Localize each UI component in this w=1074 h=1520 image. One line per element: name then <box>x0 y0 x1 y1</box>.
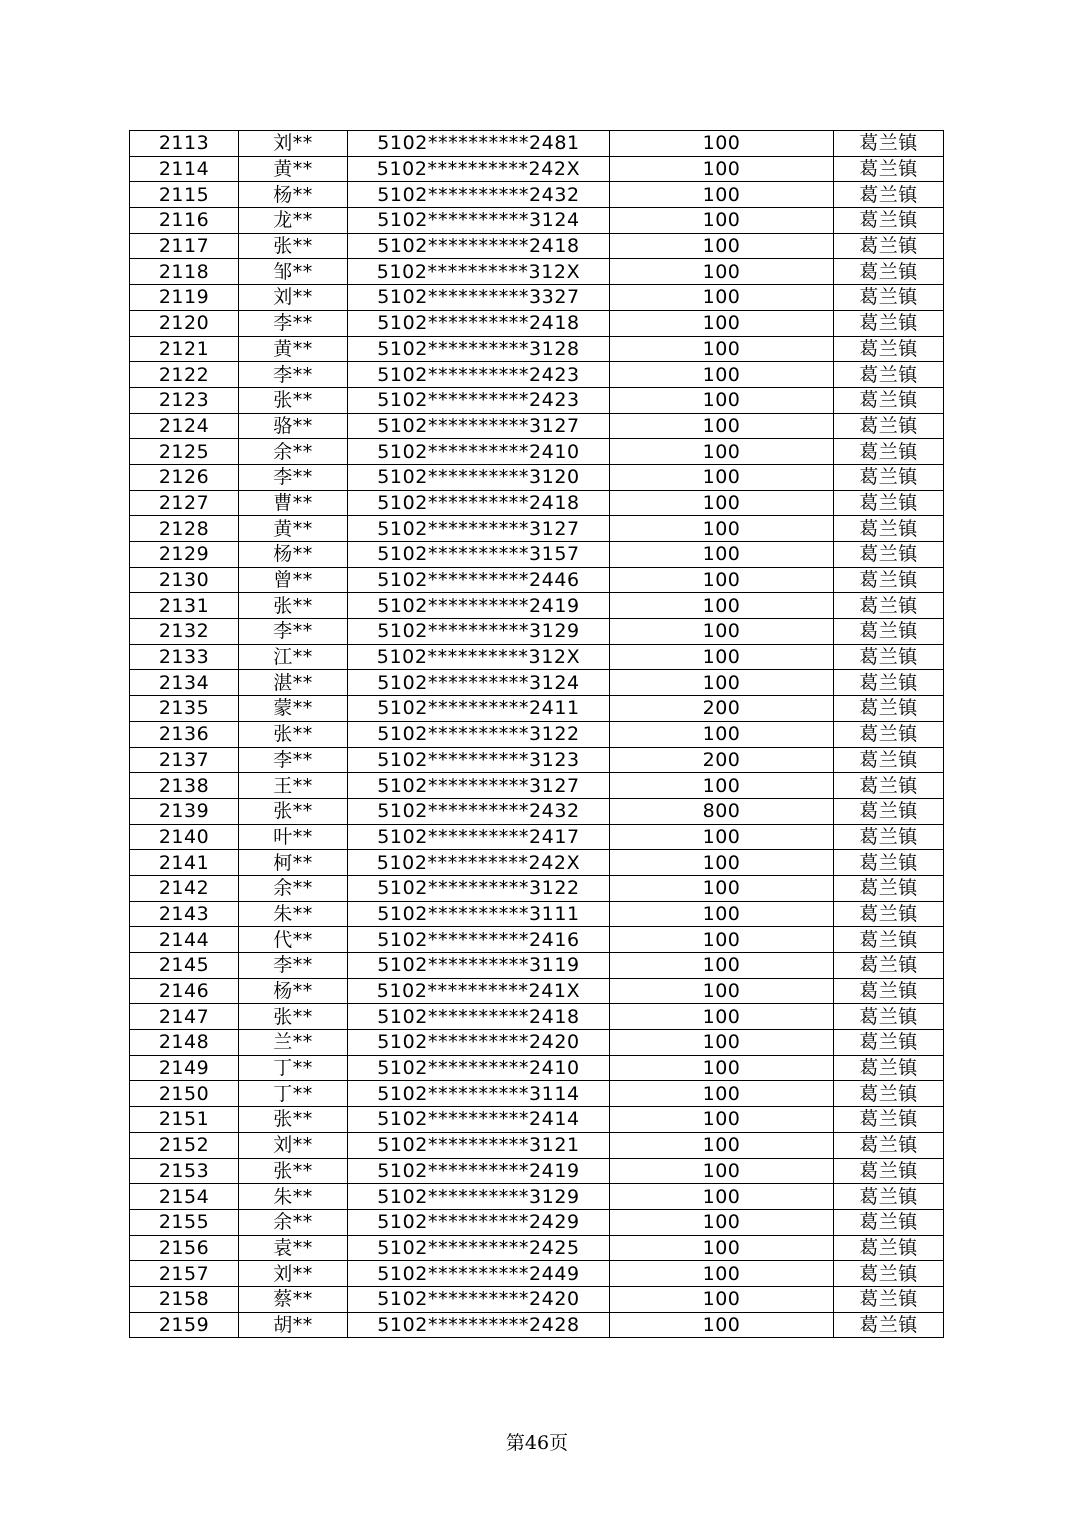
town-cell: 葛兰镇 <box>834 1209 944 1235</box>
name-cell: 余** <box>239 875 348 901</box>
amount-cell: 100 <box>610 1132 834 1158</box>
id-number-cell: 5102**********2416 <box>348 927 610 953</box>
id-number-cell: 5102**********2411 <box>348 696 610 722</box>
name-cell: 王** <box>239 773 348 799</box>
serial-number-cell: 2149 <box>130 1055 239 1081</box>
town-cell: 葛兰镇 <box>834 824 944 850</box>
amount-cell: 100 <box>610 644 834 670</box>
name-cell: 刘** <box>239 1261 348 1287</box>
name-cell: 骆** <box>239 413 348 439</box>
name-cell: 江** <box>239 644 348 670</box>
id-number-cell: 5102**********3121 <box>348 1132 610 1158</box>
table-row <box>130 1312 944 1338</box>
id-number-cell: 5102**********2481 <box>348 131 610 157</box>
name-cell: 张** <box>239 387 348 413</box>
amount-cell: 100 <box>610 567 834 593</box>
serial-number-cell: 2138 <box>130 773 239 799</box>
town-cell: 葛兰镇 <box>834 1261 944 1287</box>
serial-number-cell: 2159 <box>130 1312 239 1338</box>
town-cell: 葛兰镇 <box>834 516 944 542</box>
serial-number-cell: 2148 <box>130 1030 239 1056</box>
id-number-cell: 5102**********2423 <box>348 362 610 388</box>
town-cell: 葛兰镇 <box>834 1158 944 1184</box>
amount-cell: 800 <box>610 798 834 824</box>
serial-number-cell: 2139 <box>130 798 239 824</box>
id-number-cell: 5102**********3122 <box>348 875 610 901</box>
id-number-cell: 5102**********3122 <box>348 721 610 747</box>
amount-cell: 100 <box>610 156 834 182</box>
town-cell: 葛兰镇 <box>834 310 944 336</box>
table-row <box>130 542 944 568</box>
serial-number-cell: 2125 <box>130 439 239 465</box>
town-cell: 葛兰镇 <box>834 850 944 876</box>
name-cell: 张** <box>239 721 348 747</box>
id-number-cell: 5102**********2419 <box>348 1158 610 1184</box>
table-row <box>130 413 944 439</box>
town-cell: 葛兰镇 <box>834 1081 944 1107</box>
amount-cell: 100 <box>610 182 834 208</box>
town-cell: 葛兰镇 <box>834 362 944 388</box>
serial-number-cell: 2145 <box>130 953 239 979</box>
table-row <box>130 1235 944 1261</box>
town-cell: 葛兰镇 <box>834 1312 944 1338</box>
table-row <box>130 593 944 619</box>
serial-number-cell: 2157 <box>130 1261 239 1287</box>
table-row <box>130 490 944 516</box>
amount-cell: 200 <box>610 696 834 722</box>
id-number-cell: 5102**********3127 <box>348 516 610 542</box>
table-row <box>130 798 944 824</box>
town-cell: 葛兰镇 <box>834 696 944 722</box>
id-number-cell: 5102**********242X <box>348 156 610 182</box>
serial-number-cell: 2135 <box>130 696 239 722</box>
name-cell: 刘** <box>239 285 348 311</box>
name-cell: 张** <box>239 1158 348 1184</box>
id-number-cell: 5102**********3119 <box>348 953 610 979</box>
amount-cell: 100 <box>610 721 834 747</box>
id-number-cell: 5102**********2418 <box>348 1004 610 1030</box>
serial-number-cell: 2116 <box>130 208 239 234</box>
town-cell: 葛兰镇 <box>834 1107 944 1133</box>
name-cell: 李** <box>239 747 348 773</box>
town-cell: 葛兰镇 <box>834 1132 944 1158</box>
amount-cell: 100 <box>610 464 834 490</box>
name-cell: 刘** <box>239 131 348 157</box>
table-row <box>130 516 944 542</box>
table-row <box>130 439 944 465</box>
town-cell: 葛兰镇 <box>834 619 944 645</box>
records-table-body <box>130 131 944 1338</box>
name-cell: 张** <box>239 593 348 619</box>
amount-cell: 100 <box>610 875 834 901</box>
table-row <box>130 1107 944 1133</box>
name-cell: 代** <box>239 927 348 953</box>
serial-number-cell: 2129 <box>130 542 239 568</box>
town-cell: 葛兰镇 <box>834 644 944 670</box>
town-cell: 葛兰镇 <box>834 285 944 311</box>
table-row <box>130 336 944 362</box>
id-number-cell: 5102**********2410 <box>348 439 610 465</box>
serial-number-cell: 2122 <box>130 362 239 388</box>
amount-cell: 100 <box>610 259 834 285</box>
name-cell: 张** <box>239 798 348 824</box>
name-cell: 杨** <box>239 978 348 1004</box>
name-cell: 刘** <box>239 1132 348 1158</box>
amount-cell: 100 <box>610 1030 834 1056</box>
serial-number-cell: 2123 <box>130 387 239 413</box>
table-row <box>130 1209 944 1235</box>
serial-number-cell: 2152 <box>130 1132 239 1158</box>
id-number-cell: 5102**********3111 <box>348 901 610 927</box>
serial-number-cell: 2155 <box>130 1209 239 1235</box>
serial-number-cell: 2126 <box>130 464 239 490</box>
town-cell: 葛兰镇 <box>834 490 944 516</box>
amount-cell: 100 <box>610 1184 834 1210</box>
table-row <box>130 696 944 722</box>
amount-cell: 100 <box>610 285 834 311</box>
town-cell: 葛兰镇 <box>834 208 944 234</box>
table-row <box>130 567 944 593</box>
table-row <box>130 387 944 413</box>
town-cell: 葛兰镇 <box>834 1055 944 1081</box>
name-cell: 袁** <box>239 1235 348 1261</box>
town-cell: 葛兰镇 <box>834 336 944 362</box>
amount-cell: 100 <box>610 1312 834 1338</box>
amount-cell: 100 <box>610 1004 834 1030</box>
amount-cell: 100 <box>610 850 834 876</box>
table-row <box>130 285 944 311</box>
amount-cell: 100 <box>610 1261 834 1287</box>
id-number-cell: 5102**********3124 <box>348 670 610 696</box>
name-cell: 曹** <box>239 490 348 516</box>
serial-number-cell: 2143 <box>130 901 239 927</box>
name-cell: 兰** <box>239 1030 348 1056</box>
records-table <box>129 130 944 1338</box>
town-cell: 葛兰镇 <box>834 182 944 208</box>
name-cell: 杨** <box>239 542 348 568</box>
name-cell: 张** <box>239 1004 348 1030</box>
serial-number-cell: 2131 <box>130 593 239 619</box>
id-number-cell: 5102**********2428 <box>348 1312 610 1338</box>
amount-cell: 100 <box>610 953 834 979</box>
id-number-cell: 5102**********3120 <box>348 464 610 490</box>
serial-number-cell: 2124 <box>130 413 239 439</box>
serial-number-cell: 2118 <box>130 259 239 285</box>
serial-number-cell: 2151 <box>130 1107 239 1133</box>
id-number-cell: 5102**********2446 <box>348 567 610 593</box>
serial-number-cell: 2133 <box>130 644 239 670</box>
id-number-cell: 5102**********241X <box>348 978 610 1004</box>
serial-number-cell: 2136 <box>130 721 239 747</box>
table-row <box>130 182 944 208</box>
name-cell: 叶** <box>239 824 348 850</box>
name-cell: 曾** <box>239 567 348 593</box>
id-number-cell: 5102**********3127 <box>348 413 610 439</box>
id-number-cell: 5102**********2420 <box>348 1286 610 1312</box>
town-cell: 葛兰镇 <box>834 978 944 1004</box>
amount-cell: 100 <box>610 1286 834 1312</box>
town-cell: 葛兰镇 <box>834 927 944 953</box>
table-row <box>130 644 944 670</box>
serial-number-cell: 2127 <box>130 490 239 516</box>
name-cell: 张** <box>239 233 348 259</box>
town-cell: 葛兰镇 <box>834 1184 944 1210</box>
id-number-cell: 5102**********2420 <box>348 1030 610 1056</box>
table-row <box>130 156 944 182</box>
id-number-cell: 5102**********2425 <box>348 1235 610 1261</box>
serial-number-cell: 2117 <box>130 233 239 259</box>
table-row <box>130 1158 944 1184</box>
town-cell: 葛兰镇 <box>834 773 944 799</box>
table-row <box>130 978 944 1004</box>
amount-cell: 100 <box>610 593 834 619</box>
name-cell: 李** <box>239 953 348 979</box>
name-cell: 余** <box>239 439 348 465</box>
serial-number-cell: 2142 <box>130 875 239 901</box>
name-cell: 蔡** <box>239 1286 348 1312</box>
table-row <box>130 208 944 234</box>
id-number-cell: 5102**********3129 <box>348 619 610 645</box>
table-row <box>130 1055 944 1081</box>
id-number-cell: 5102**********2417 <box>348 824 610 850</box>
table-row <box>130 259 944 285</box>
name-cell: 张** <box>239 1107 348 1133</box>
town-cell: 葛兰镇 <box>834 1030 944 1056</box>
town-cell: 葛兰镇 <box>834 233 944 259</box>
name-cell: 黄** <box>239 336 348 362</box>
name-cell: 湛** <box>239 670 348 696</box>
id-number-cell: 5102**********312X <box>348 644 610 670</box>
amount-cell: 100 <box>610 927 834 953</box>
table-row <box>130 875 944 901</box>
serial-number-cell: 2153 <box>130 1158 239 1184</box>
serial-number-cell: 2115 <box>130 182 239 208</box>
amount-cell: 100 <box>610 131 834 157</box>
table-row <box>130 1132 944 1158</box>
table-row <box>130 1286 944 1312</box>
id-number-cell: 5102**********3129 <box>348 1184 610 1210</box>
name-cell: 余** <box>239 1209 348 1235</box>
town-cell: 葛兰镇 <box>834 439 944 465</box>
serial-number-cell: 2137 <box>130 747 239 773</box>
town-cell: 葛兰镇 <box>834 542 944 568</box>
serial-number-cell: 2132 <box>130 619 239 645</box>
amount-cell: 100 <box>610 516 834 542</box>
table-row <box>130 1184 944 1210</box>
serial-number-cell: 2113 <box>130 131 239 157</box>
town-cell: 葛兰镇 <box>834 593 944 619</box>
amount-cell: 100 <box>610 670 834 696</box>
serial-number-cell: 2119 <box>130 285 239 311</box>
id-number-cell: 5102**********2432 <box>348 182 610 208</box>
serial-number-cell: 2156 <box>130 1235 239 1261</box>
id-number-cell: 5102**********2432 <box>348 798 610 824</box>
table-row <box>130 362 944 388</box>
amount-cell: 100 <box>610 310 834 336</box>
id-number-cell: 5102**********2418 <box>348 490 610 516</box>
name-cell: 黄** <box>239 516 348 542</box>
serial-number-cell: 2158 <box>130 1286 239 1312</box>
table-row <box>130 773 944 799</box>
amount-cell: 100 <box>610 542 834 568</box>
name-cell: 丁** <box>239 1081 348 1107</box>
id-number-cell: 5102**********2418 <box>348 233 610 259</box>
id-number-cell: 5102**********3123 <box>348 747 610 773</box>
table-row <box>130 721 944 747</box>
serial-number-cell: 2141 <box>130 850 239 876</box>
amount-cell: 100 <box>610 362 834 388</box>
id-number-cell: 5102**********2419 <box>348 593 610 619</box>
name-cell: 朱** <box>239 901 348 927</box>
id-number-cell: 5102**********3128 <box>348 336 610 362</box>
amount-cell: 100 <box>610 439 834 465</box>
town-cell: 葛兰镇 <box>834 875 944 901</box>
name-cell: 朱** <box>239 1184 348 1210</box>
name-cell: 蒙** <box>239 696 348 722</box>
name-cell: 胡** <box>239 1312 348 1338</box>
amount-cell: 200 <box>610 747 834 773</box>
town-cell: 葛兰镇 <box>834 259 944 285</box>
serial-number-cell: 2154 <box>130 1184 239 1210</box>
table-row <box>130 310 944 336</box>
table-row <box>130 619 944 645</box>
id-number-cell: 5102**********3327 <box>348 285 610 311</box>
serial-number-cell: 2147 <box>130 1004 239 1030</box>
amount-cell: 100 <box>610 336 834 362</box>
id-number-cell: 5102**********312X <box>348 259 610 285</box>
page-number: 第46页 <box>505 1432 569 1454</box>
table-row <box>130 824 944 850</box>
name-cell: 李** <box>239 464 348 490</box>
town-cell: 葛兰镇 <box>834 953 944 979</box>
name-cell: 丁** <box>239 1055 348 1081</box>
town-cell: 葛兰镇 <box>834 747 944 773</box>
serial-number-cell: 2114 <box>130 156 239 182</box>
amount-cell: 100 <box>610 1081 834 1107</box>
town-cell: 葛兰镇 <box>834 387 944 413</box>
id-number-cell: 5102**********2410 <box>348 1055 610 1081</box>
id-number-cell: 5102**********3114 <box>348 1081 610 1107</box>
amount-cell: 100 <box>610 773 834 799</box>
name-cell: 李** <box>239 362 348 388</box>
amount-cell: 100 <box>610 413 834 439</box>
town-cell: 葛兰镇 <box>834 131 944 157</box>
table-row <box>130 953 944 979</box>
town-cell: 葛兰镇 <box>834 1004 944 1030</box>
table-row <box>130 670 944 696</box>
town-cell: 葛兰镇 <box>834 721 944 747</box>
serial-number-cell: 2150 <box>130 1081 239 1107</box>
amount-cell: 100 <box>610 901 834 927</box>
table-row <box>130 1004 944 1030</box>
table-row <box>130 747 944 773</box>
table-row <box>130 1030 944 1056</box>
id-number-cell: 5102**********2423 <box>348 387 610 413</box>
serial-number-cell: 2140 <box>130 824 239 850</box>
name-cell: 黄** <box>239 156 348 182</box>
amount-cell: 100 <box>610 1209 834 1235</box>
amount-cell: 100 <box>610 208 834 234</box>
amount-cell: 100 <box>610 978 834 1004</box>
amount-cell: 100 <box>610 619 834 645</box>
id-number-cell: 5102**********2429 <box>348 1209 610 1235</box>
serial-number-cell: 2130 <box>130 567 239 593</box>
name-cell: 龙** <box>239 208 348 234</box>
amount-cell: 100 <box>610 1107 834 1133</box>
town-cell: 葛兰镇 <box>834 670 944 696</box>
amount-cell: 100 <box>610 490 834 516</box>
amount-cell: 100 <box>610 824 834 850</box>
town-cell: 葛兰镇 <box>834 413 944 439</box>
table-row <box>130 927 944 953</box>
id-number-cell: 5102**********3124 <box>348 208 610 234</box>
table-row <box>130 1081 944 1107</box>
amount-cell: 100 <box>610 1055 834 1081</box>
town-cell: 葛兰镇 <box>834 1286 944 1312</box>
serial-number-cell: 2134 <box>130 670 239 696</box>
town-cell: 葛兰镇 <box>834 1235 944 1261</box>
serial-number-cell: 2128 <box>130 516 239 542</box>
table-row <box>130 901 944 927</box>
id-number-cell: 5102**********2418 <box>348 310 610 336</box>
id-number-cell: 5102**********3127 <box>348 773 610 799</box>
name-cell: 李** <box>239 310 348 336</box>
name-cell: 邹** <box>239 259 348 285</box>
town-cell: 葛兰镇 <box>834 464 944 490</box>
id-number-cell: 5102**********2449 <box>348 1261 610 1287</box>
serial-number-cell: 2120 <box>130 310 239 336</box>
table-row <box>130 131 944 157</box>
name-cell: 柯** <box>239 850 348 876</box>
name-cell: 杨** <box>239 182 348 208</box>
town-cell: 葛兰镇 <box>834 798 944 824</box>
table-row <box>130 233 944 259</box>
amount-cell: 100 <box>610 1235 834 1261</box>
id-number-cell: 5102**********2414 <box>348 1107 610 1133</box>
table-row <box>130 464 944 490</box>
name-cell: 李** <box>239 619 348 645</box>
serial-number-cell: 2146 <box>130 978 239 1004</box>
id-number-cell: 5102**********3157 <box>348 542 610 568</box>
amount-cell: 100 <box>610 233 834 259</box>
town-cell: 葛兰镇 <box>834 567 944 593</box>
table-row <box>130 1261 944 1287</box>
amount-cell: 100 <box>610 387 834 413</box>
table-row <box>130 850 944 876</box>
serial-number-cell: 2144 <box>130 927 239 953</box>
town-cell: 葛兰镇 <box>834 901 944 927</box>
serial-number-cell: 2121 <box>130 336 239 362</box>
id-number-cell: 5102**********242X <box>348 850 610 876</box>
town-cell: 葛兰镇 <box>834 156 944 182</box>
amount-cell: 100 <box>610 1158 834 1184</box>
